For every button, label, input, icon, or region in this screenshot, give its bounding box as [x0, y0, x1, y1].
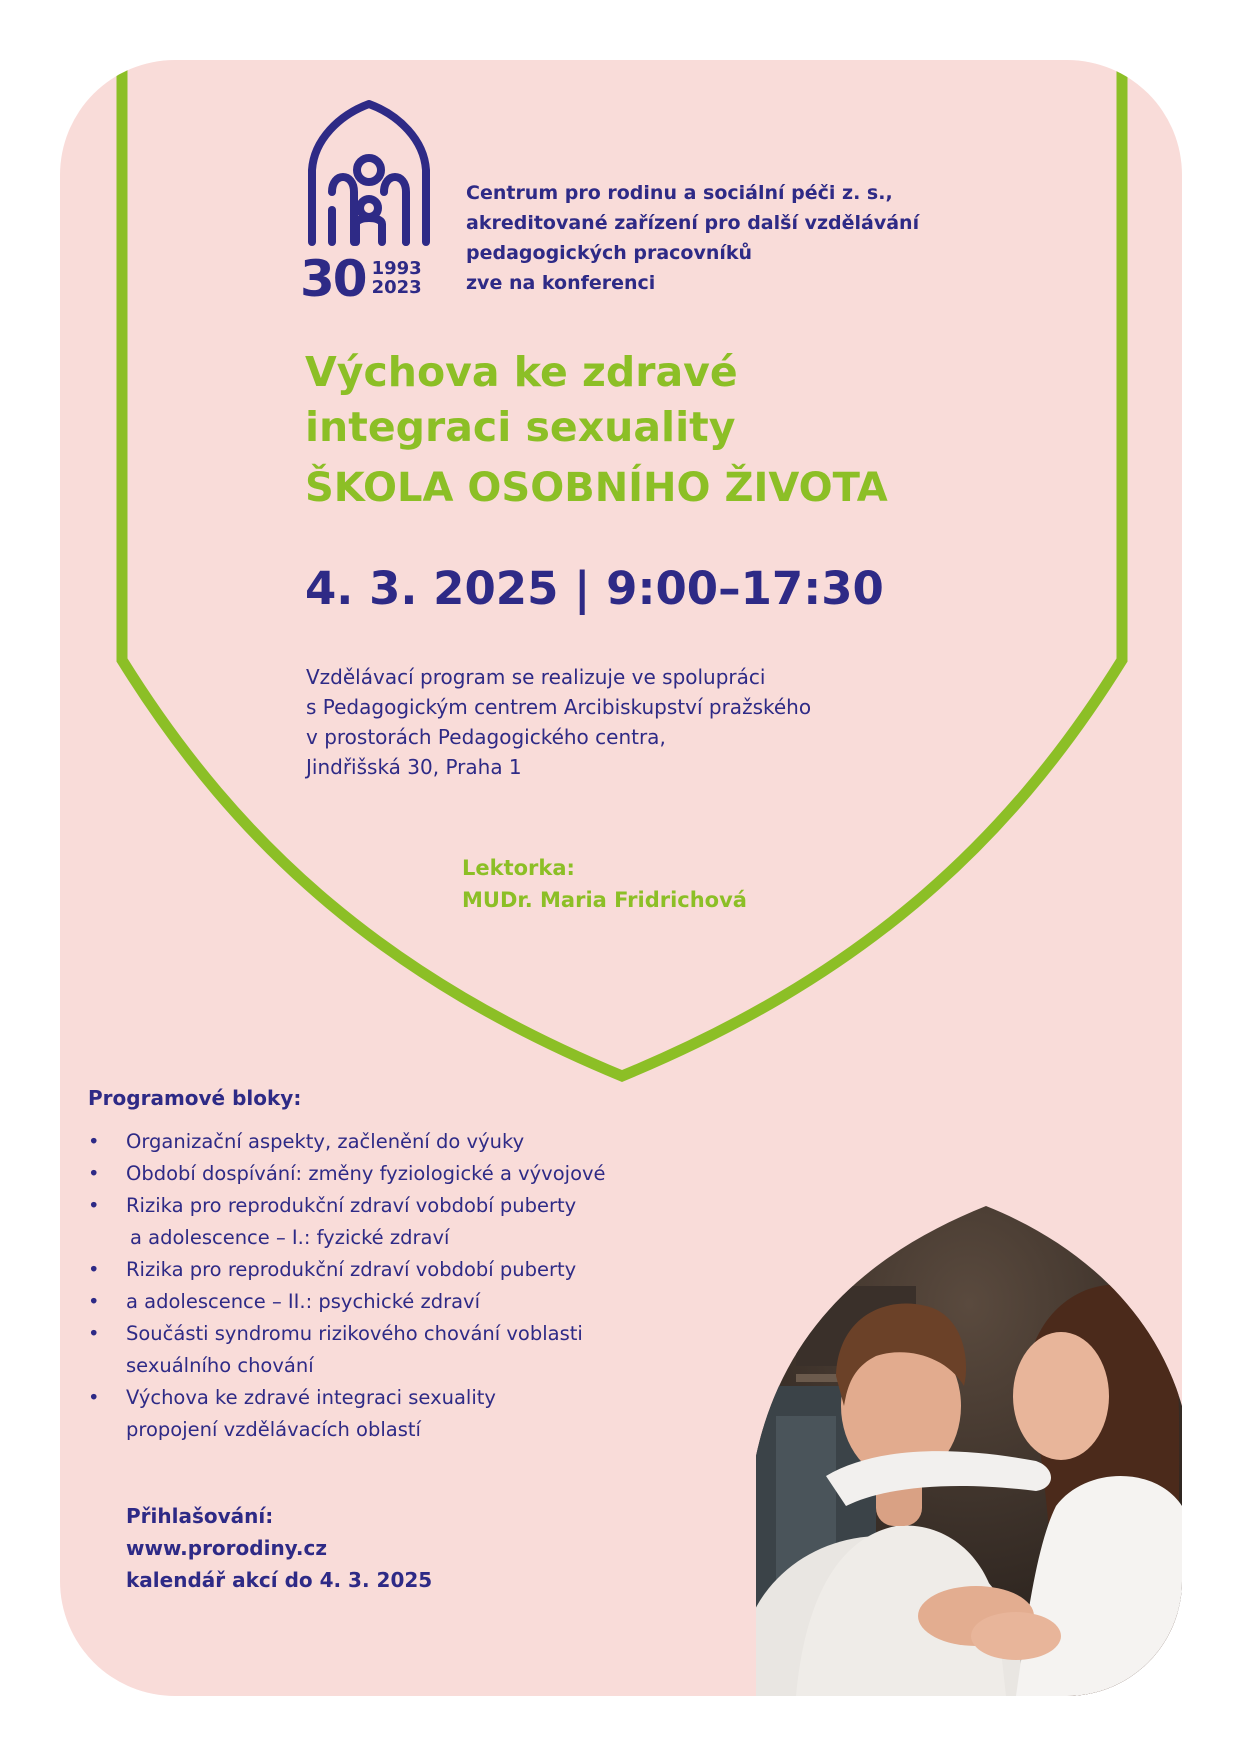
registration-link[interactable]: www.prorodiny.cz [126, 1536, 327, 1560]
lecturer-label: Lektorka: [462, 856, 575, 880]
event-title [305, 345, 888, 516]
program-item-text: Výchova ke zdravé integraci sexuality [126, 1386, 496, 1409]
program-item-text: Organizační aspekty, začlenění do výuky [126, 1130, 525, 1153]
program-item-continuation: a adolescence – I.: fyzické zdraví [130, 1226, 450, 1249]
event-description [306, 662, 811, 782]
list-item [88, 1190, 606, 1254]
bullet: • [88, 1322, 100, 1345]
lecturer [462, 852, 747, 916]
list-item [88, 1254, 606, 1286]
registration [126, 1500, 432, 1596]
program-item-continuation: sexuálního chování [126, 1354, 314, 1377]
family-arch-logo-icon [304, 100, 434, 248]
list-item [88, 1158, 606, 1190]
organizer-line: akreditované zařízení pro další vzdělávání [466, 212, 920, 234]
organizer-line: Centrum pro rodinu a sociální péči z. s., [466, 182, 893, 204]
program-list [88, 1126, 606, 1446]
bullet: • [88, 1162, 100, 1185]
event-datetime: 4. 3. 2025 | 9:00–17:30 [305, 562, 884, 615]
program-item-text: Období dospívání: změny fyziologické a vývojové [126, 1162, 606, 1185]
program-item-text: Rizika pro reprodukční zdraví vobdobí puberty [126, 1194, 577, 1217]
list-item [88, 1286, 606, 1318]
bullet: • [88, 1290, 100, 1313]
organizer-text [466, 178, 919, 298]
list-item [88, 1126, 606, 1158]
list-item [88, 1382, 606, 1446]
description-line: s Pedagogickým centrem Arcibiskupství pražského [306, 695, 812, 719]
program-item-continuation: propojení vzdělávacích oblastí [126, 1418, 421, 1441]
description-line: Jindřišská 30, Praha 1 [306, 755, 522, 779]
organizer-line: pedagogických pracovníků [466, 242, 753, 264]
registration-label: Přihlašování: [126, 1504, 274, 1528]
program-title: Programové bloky: [88, 1086, 302, 1110]
logo-year-start: 1993 [371, 258, 422, 280]
bullet: • [88, 1258, 100, 1281]
organizer-line: zve na konferenci [466, 272, 656, 294]
description-line: v prostorách Pedagogického centra, [306, 725, 666, 749]
registration-note: kalendář akcí do 4. 3. 2025 [126, 1568, 433, 1592]
logo-year-end: 2023 [371, 277, 422, 298]
list-item [88, 1318, 606, 1382]
bullet: • [88, 1130, 100, 1153]
bullet: • [88, 1386, 100, 1409]
title-line-1: Výchova ke zdravé [305, 348, 738, 396]
program-item-text: Rizika pro reprodukční zdraví vobdobí puberty [126, 1258, 577, 1281]
program-item-text: a adolescence – II.: psychické zdraví [126, 1290, 481, 1313]
logo-dates [372, 260, 422, 298]
lecturer-name: MUDr. Maria Fridrichová [462, 888, 747, 912]
event-subtitle: ŠKOLA OSOBNÍHO ŽIVOTA [305, 465, 888, 511]
logo-number: 30 [300, 250, 366, 308]
program-item-text: Součásti syndromu rizikového chování voblasti [126, 1322, 583, 1345]
title-line-2: integraci sexuality [305, 403, 736, 451]
couple-photo-icon [756, 1206, 1182, 1696]
description-line: Vzdělávací program se realizuje ve spolupráci [306, 665, 766, 689]
logo-anniversary [300, 250, 422, 308]
bullet: • [88, 1194, 100, 1217]
